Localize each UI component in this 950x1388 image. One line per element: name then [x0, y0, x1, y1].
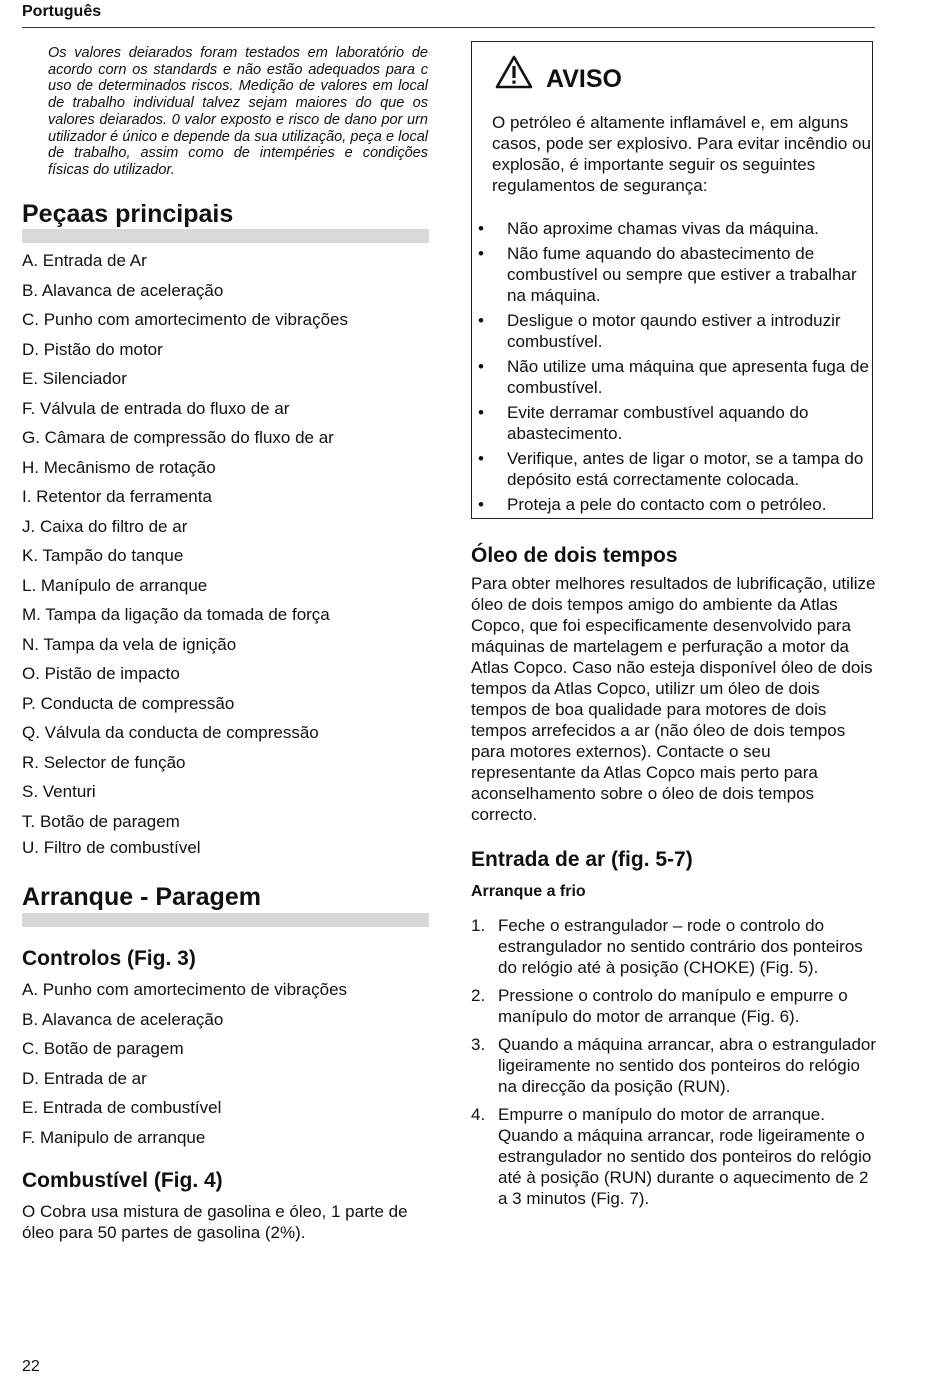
- control-item-f: F. Manipulo de arranque: [22, 1127, 206, 1147]
- fuel-title: Combustível (Fig. 4): [22, 1169, 223, 1192]
- step-text: Pressione o controlo do manípulo e empurre o manípulo do motor de arranque (Fig. 6).: [498, 986, 848, 1026]
- step-text: Empurre o manípulo do motor de arranque. Quando a máquina arrancar, rode ligeiramente o estrangulador no sentido dos ponteiros do relógio até à posição (RUN) durante o aquecimento de 2 a 3 minutos (Fig. 7).: [498, 1105, 872, 1208]
- bullet-icon: •: [478, 244, 484, 263]
- step-number: 1.: [471, 916, 486, 935]
- warning-item: [475, 494, 873, 515]
- page-number: 22: [22, 1358, 40, 1375]
- warning-title: AVISO: [546, 65, 622, 93]
- control-item-c: C. Botão de paragem: [22, 1039, 184, 1058]
- start-stop-title-bar: [22, 913, 429, 927]
- air-intake-title: Entrada de ar (fig. 5-7): [471, 848, 693, 871]
- main-part-item-a: A. Entrada de Ar: [22, 251, 147, 270]
- step-number: 4.: [471, 1105, 486, 1124]
- warning-item-text: Não aproxime chamas vivas da máquina.: [507, 219, 819, 238]
- bullet-icon: •: [478, 311, 484, 330]
- main-part-item-t: T. Botão de paragem: [22, 811, 180, 831]
- two-stroke-oil-text: Para obter melhores resultados de lubrificação, utilize óleo de dois tempos amigo do ambiente da Atlas Copco, que foi especificamente desenvolvido para máquinas de martelagem e perfuração a motor da Atlas Copco. Caso não esteja disponível óleo de dois tempos da Atlas Copco, utilizr um óleo de dois tempos de boa qualidade para motores de dois tempos arrefecidos a ar (não óleo de dois tempos para motores externos). Contacte o seu representante da Atlas Copco mais perto para aconselhamento sobre o óleo de dois tempos correcto.: [471, 574, 876, 824]
- control-item-e: E. Entrada de combustível: [22, 1098, 222, 1117]
- bullet-icon: •: [478, 495, 484, 514]
- warning-item-text: Verifique, antes de ligar o motor, se a tampa do depósito está correctamente colocada.: [507, 449, 864, 489]
- main-part-item-u: U. Filtro de combustível: [22, 838, 201, 857]
- warning-intro: O petróleo é altamente inflamável e, em alguns casos, pode ser explosivo. Para evitar incêndio ou explosão, é importante seguir os seguintes regulamentos de segurança:: [492, 113, 871, 195]
- main-part-item-l: L. Manípulo de arranque: [22, 575, 208, 595]
- two-stroke-oil-title: Óleo de dois tempos: [471, 544, 678, 567]
- bullet-icon: •: [478, 449, 484, 468]
- controls-list: [22, 975, 347, 1152]
- header-language: Português: [22, 3, 102, 20]
- step-number: 2.: [471, 986, 486, 1005]
- step-item: [471, 915, 881, 978]
- warning-item-text: Proteja a pele do contacto com o petróleo.: [507, 495, 827, 514]
- main-parts-list: [22, 246, 348, 860]
- warning-item: [475, 402, 873, 444]
- main-part-item-p: P. Conducta de compressão: [22, 693, 235, 713]
- warning-triangle-icon: [495, 55, 533, 89]
- main-parts-title: Peçaas principais: [22, 200, 234, 228]
- main-part-item-q: Q. Válvula da conducta de compressão: [22, 723, 319, 742]
- main-part-item-k: K. Tampão do tanque: [22, 546, 184, 565]
- control-item-d: D. Entrada de ar: [22, 1068, 147, 1088]
- main-part-item-h: H. Mecânismo de rotação: [22, 457, 216, 477]
- step-item: [471, 985, 881, 1027]
- cold-start-subtitle: Arranque a frio: [471, 883, 586, 900]
- warning-item: [475, 448, 873, 490]
- step-number: 3.: [471, 1035, 486, 1054]
- cold-start-steps: [471, 915, 881, 1216]
- warning-item: [475, 243, 873, 306]
- control-item-b: B. Alavanca de aceleração: [22, 1009, 224, 1029]
- intro-paragraph: [48, 45, 428, 179]
- main-part-item-i: I. Retentor da ferramenta: [22, 487, 212, 506]
- warning-list: [475, 218, 873, 519]
- bullet-icon: •: [478, 219, 484, 238]
- fuel-text: O Cobra usa mistura de gasolina e óleo, 1 parte de óleo para 50 partes de gasolina (2%).: [22, 1202, 408, 1242]
- main-part-item-f: F. Válvula de entrada do fluxo de ar: [22, 398, 290, 418]
- main-part-item-g: G. Câmara de compressão do fluxo de ar: [22, 428, 334, 447]
- intro-text: Os valores deiarados foram testados em laboratório de acordo corn os standards e não estão adequados para c uso de determinados riscos. Medição de valores em local de trabalho individual talvez sejam maiores do que os valores deiarados. 0 valor exposto e risco de dano por urn utilizador é único e depende da sua utilização, peça e local de trabalho, assim como de intempéries e condições físicas do utilizador.: [48, 45, 428, 178]
- bullet-icon: •: [478, 403, 484, 422]
- controls-title: Controlos (Fig. 3): [22, 947, 196, 970]
- main-part-item-s: S. Venturi: [22, 782, 96, 801]
- main-part-item-d: D. Pistão do motor: [22, 339, 163, 359]
- warning-item: [475, 218, 873, 239]
- header-rule: [22, 27, 875, 28]
- main-parts-title-bar: [22, 229, 429, 243]
- step-item: [471, 1104, 881, 1209]
- main-part-item-j: J. Caixa do filtro de ar: [22, 516, 188, 536]
- warning-item-text: Desligue o motor qaundo estiver a introduzir combustível.: [507, 311, 841, 351]
- main-part-item-c: C. Punho com amortecimento de vibrações: [22, 310, 348, 329]
- warning-item-text: Não fume aquando do abastecimento de combustível ou sempre que estiver a trabalhar na máquina.: [507, 244, 857, 305]
- start-stop-title: Arranque - Paragem: [22, 883, 261, 911]
- main-part-item-e: E. Silenciador: [22, 369, 127, 388]
- step-item: [471, 1034, 881, 1097]
- bullet-icon: •: [478, 357, 484, 376]
- main-part-item-r: R. Selector de função: [22, 752, 186, 772]
- step-text: Quando a máquina arrancar, abra o estrangulador ligeiramente no sentido dos ponteiros do relógio na direcção da posição (RUN).: [498, 1035, 877, 1096]
- main-part-item-m: M. Tampa da ligação da tomada de força: [22, 605, 330, 624]
- warning-item: [475, 310, 873, 352]
- main-part-item-n: N. Tampa da vela de ignição: [22, 634, 237, 654]
- warning-item-text: Não utilize uma máquina que apresenta fuga de combustível.: [507, 357, 869, 397]
- main-part-item-o: O. Pistão de impacto: [22, 664, 180, 683]
- control-item-a: A. Punho com amortecimento de vibrações: [22, 980, 348, 999]
- step-text: Feche o estrangulador – rode o controlo do estrangulador no sentido contrário dos ponteiros do relógio até à posição (CHOKE) (Fig. 5).: [498, 916, 863, 977]
- main-part-item-b: B. Alavanca de aceleração: [22, 280, 224, 300]
- warning-item: [475, 356, 873, 398]
- warning-item-text: Evite derramar combustível aquando do abastecimento.: [507, 403, 809, 443]
